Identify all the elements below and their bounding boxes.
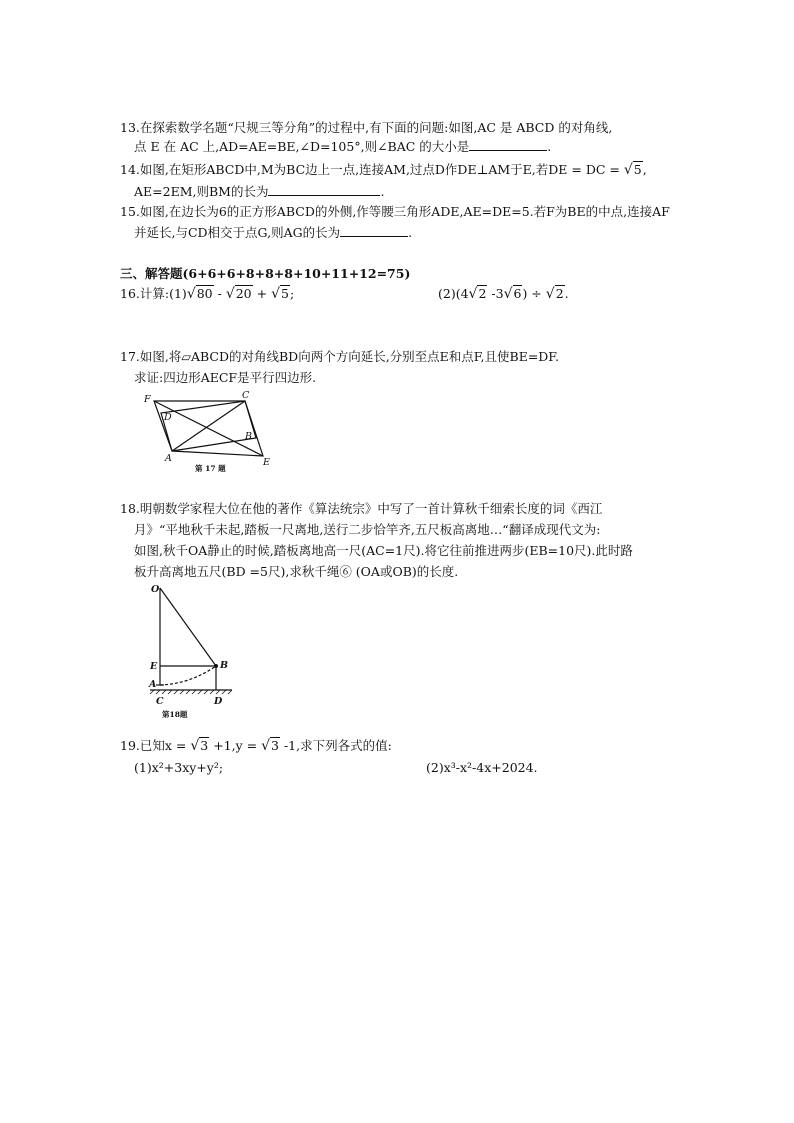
q17-label-f: F bbox=[144, 394, 151, 405]
q17-label-a: A bbox=[165, 453, 172, 464]
q17-label-b: B bbox=[245, 431, 252, 442]
q19-line1: 19.已知x = √3 +1,y = √3 -1,求下列各式的值: bbox=[120, 738, 392, 754]
q18-label-b: B bbox=[220, 660, 229, 671]
q18-label-e: E bbox=[150, 661, 158, 672]
q18-line1: 18.明朝数学家程大位在他的著作《算法统宗》中写了一首计算秋千细索长度的词《西江 bbox=[120, 501, 603, 516]
q14-sqrt5: √5 bbox=[623, 162, 642, 178]
q14-answer-blank bbox=[268, 183, 380, 196]
q18-line2: 月》“平地秋千未起,踏板一尺离地,送行二步恰竿齐,五尺板高离地…“翻译成现代文为: bbox=[134, 522, 601, 537]
q18-caption: 第18题 bbox=[162, 710, 188, 719]
q18-label-d: D bbox=[214, 696, 223, 707]
q17-label-d: D bbox=[164, 412, 172, 423]
q18-line3: 如图,秋千OA静止的时候,踏板离地高一尺(AC=1尺).将它往前推进两步(EB=10尺).此时路 bbox=[134, 543, 633, 558]
q16-sqrt20: √20 bbox=[225, 286, 252, 302]
q14-line1: 14.如图,在矩形ABCD中,M为BC边上一点,连接AM,过点D作DE⊥AM于E,若DE = DC = √5, bbox=[120, 162, 647, 178]
q16-part1: 16.计算:(1)√80 - √20 + √5; bbox=[120, 286, 295, 302]
q15-line2-text: 并延长,与CD相交于点G,则AG的长为 bbox=[134, 225, 341, 240]
q18-rope-ob bbox=[160, 588, 216, 666]
q17-line2: 求证:四边形AECF是平行四边形. bbox=[134, 370, 317, 385]
q16-sqrt5: √5 bbox=[271, 286, 289, 302]
q18-label-a: A bbox=[149, 679, 157, 690]
q14-line2-text: AE=2EM,则BM的长为 bbox=[134, 184, 269, 199]
q14-line1-text: 14.如图,在矩形ABCD中,M为BC边上一点,连接AM,过点D作DE⊥AM于E,若DE = DC = bbox=[120, 162, 620, 177]
q17-figure bbox=[138, 388, 288, 476]
q15-answer-blank bbox=[340, 224, 408, 237]
q15-line1: 15.如图,在边长为6的正方形ABCD的外侧,作等腰三角形ADE,AE=DE=5.若F为BE的中点,连接AF bbox=[120, 204, 670, 219]
q18-line4: 板升高离地五尺(BD =5尺),求秋千绳⑥ (OA或OB)的长度. bbox=[134, 564, 459, 579]
q16-sqrt6: √6 bbox=[503, 286, 522, 302]
q17-line1: 17.如图,将▱ABCD的对角线BD向两个方向延长,分别至点E和点F,且使BE=DF. bbox=[120, 349, 560, 364]
q17-caption: 第 17 题 bbox=[195, 464, 226, 473]
q16-sqrt2-b: √2 bbox=[545, 286, 564, 302]
q18-figure bbox=[140, 580, 240, 722]
q19-sqrt3-a: √3 bbox=[190, 738, 209, 754]
q19-part1: (1)x²+3xy+y²; bbox=[134, 760, 224, 775]
q15-line2: 并延长,与CD相交于点G,则AG的长为 . bbox=[134, 225, 413, 240]
q14-line2: AE=2EM,则BM的长为 . bbox=[134, 184, 385, 199]
q16-part2: (2)(4√2 -3√6) ÷ √2. bbox=[438, 286, 569, 302]
q13-line2: 点 E 在 AC 上,AD=AE=BE,∠D=105°,则∠BAC 的大小是 . bbox=[134, 139, 552, 154]
q13-line1: 13.在探索数学名题“尺规三等分角”的过程中,有下面的问题:如图,AC 是 ABCD 的对角线, bbox=[120, 120, 613, 135]
section-3-title: 三、解答题(6+6+6+8+8+8+10+11+12=75) bbox=[120, 266, 411, 281]
q13-answer-blank bbox=[469, 138, 547, 151]
q18-point-b bbox=[214, 664, 218, 668]
q16-sqrt2-a: √2 bbox=[468, 286, 487, 302]
q17-diagonal-ac bbox=[172, 401, 245, 451]
q18-arc bbox=[160, 666, 216, 685]
q18-label-o: O bbox=[151, 584, 160, 595]
q18-label-c: C bbox=[156, 696, 164, 707]
q19-part2: (2)x³-x²-4x+2024. bbox=[426, 760, 538, 775]
q19-sqrt3-b: √3 bbox=[261, 738, 279, 754]
q16-sqrt80: √80 bbox=[186, 286, 213, 302]
q17-label-c: C bbox=[242, 390, 250, 401]
q13-line2-text: 点 E 在 AC 上,AD=AE=BE,∠D=105°,则∠BAC 的大小是 bbox=[134, 139, 470, 154]
q17-label-e: E bbox=[263, 457, 270, 468]
